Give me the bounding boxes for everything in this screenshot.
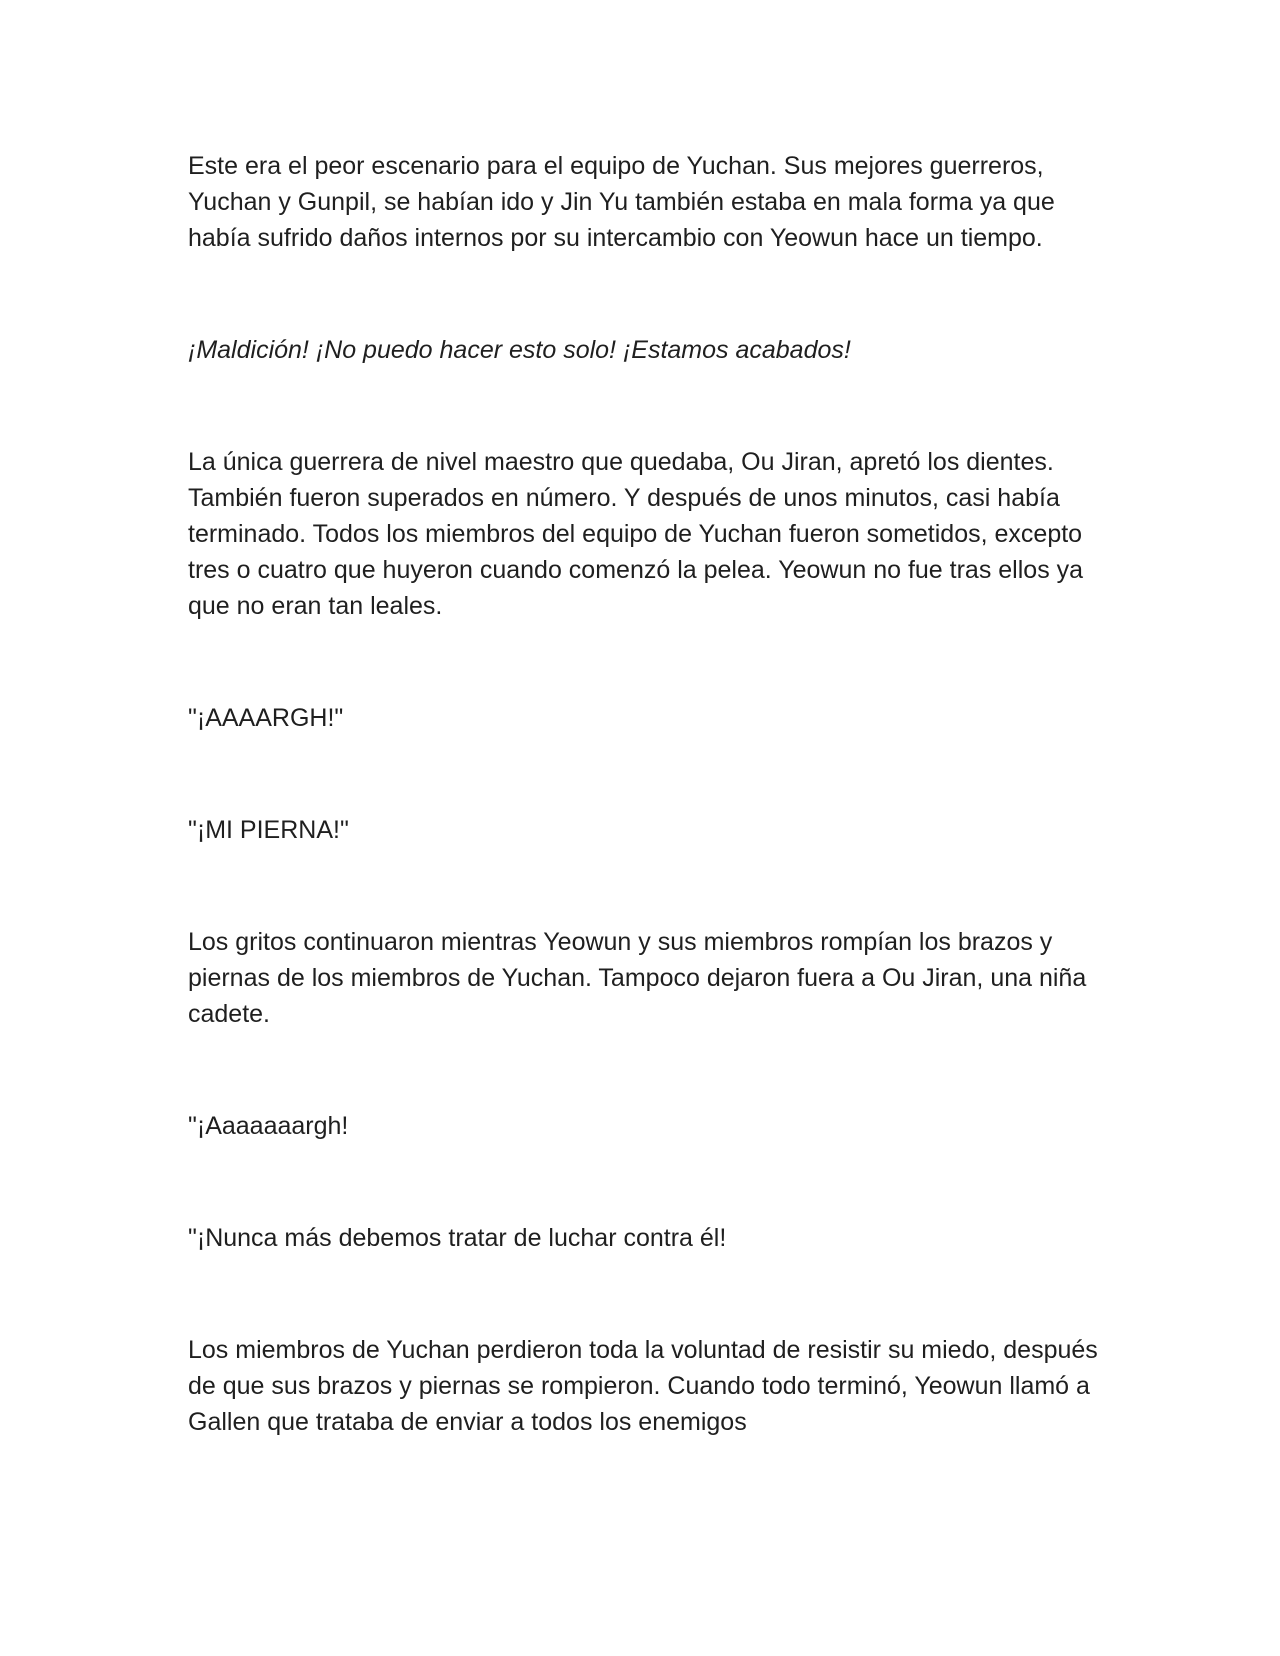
paragraph-7-dialogue: "¡Aaaaaaargh! bbox=[188, 1112, 349, 1140]
paragraph-4-dialogue: "¡AAAARGH!" bbox=[188, 704, 344, 732]
paragraph-6: Los gritos continuaron mientras Yeowun y sus miembros rompían los brazos y piernas de los miembros de Yuchan. Tampoco dejaron fuera a Ou Jiran, una niña cadete. bbox=[188, 928, 1087, 1028]
paragraph-9: Los miembros de Yuchan perdieron toda la voluntad de resistir su miedo, después de que sus brazos y piernas se rompieron. Cuando todo terminó, Yeowun llamó a Gallen que trataba de enviar a todos los enemigos bbox=[188, 1336, 1098, 1436]
paragraph-2-italic-thought: ¡Maldición! ¡No puedo hacer esto solo! ¡Estamos acabados! bbox=[188, 336, 851, 364]
paragraph-3: La única guerrera de nivel maestro que quedaba, Ou Jiran, apretó los dientes. También fueron superados en número. Y después de unos minutos, casi había terminado. Todos los miembros del equipo de Yuchan fueron sometidos, excepto tres o cuatro que huyeron cuando comenzó la pelea. Yeowun no fue tras ellos ya que no eran tan leales. bbox=[188, 448, 1084, 620]
document-body bbox=[188, 148, 1108, 1440]
paragraph-8-dialogue: "¡Nunca más debemos tratar de luchar contra él! bbox=[188, 1224, 727, 1252]
paragraph-5-dialogue: "¡MI PIERNA!" bbox=[188, 816, 349, 844]
paragraph-1: Este era el peor escenario para el equipo de Yuchan. Sus mejores guerreros, Yuchan y Gunpil, se habían ido y Jin Yu también estaba en mala forma ya que había sufrido daños internos por su intercambio con Yeowun hace un tiempo. bbox=[188, 152, 1055, 252]
